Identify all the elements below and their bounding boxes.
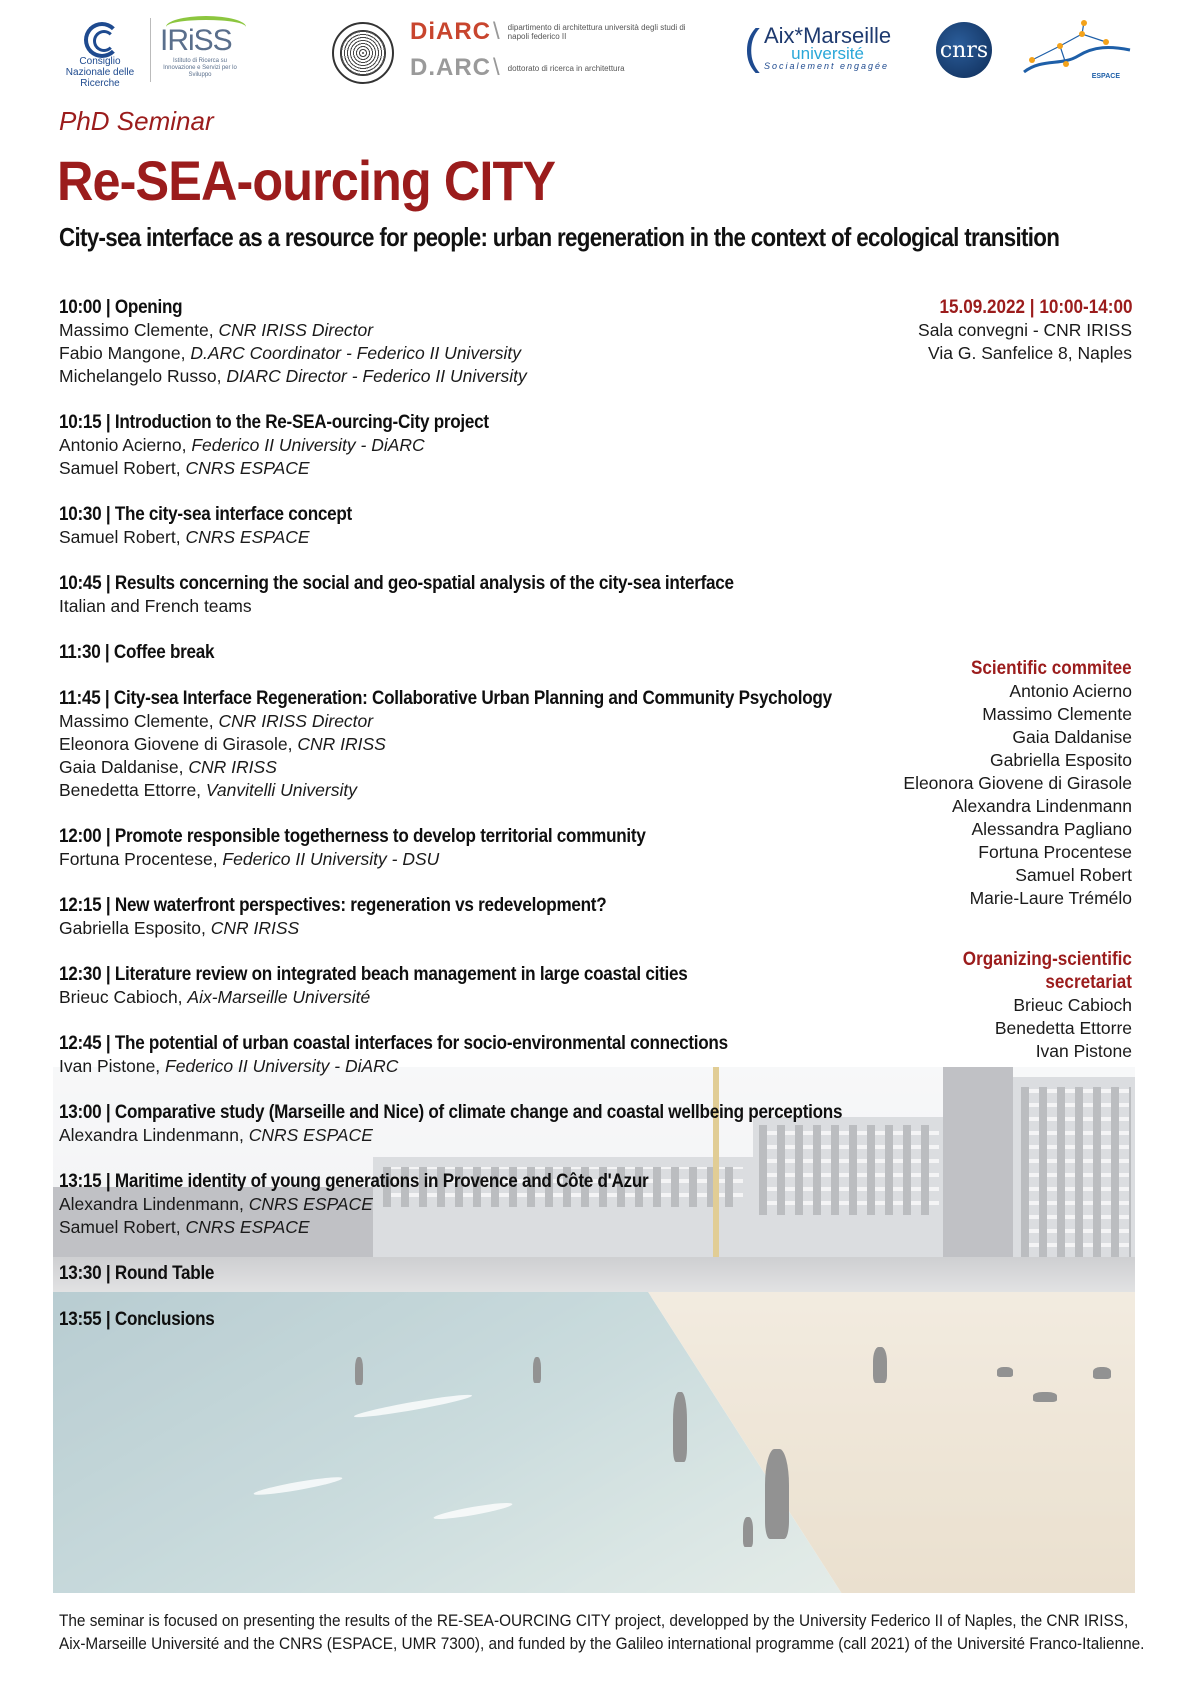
committee-member: Antonio Acierno [1009, 681, 1132, 701]
schedule-session [59, 296, 889, 388]
session-time-title: 12:00 | Promote responsible togetherness to develop territorial community [59, 826, 646, 847]
irss-logo [160, 24, 240, 79]
committee-member: Marie-Laure Trémélo [969, 888, 1132, 908]
schedule-session [59, 503, 889, 549]
irss-logo-mark: IRiSS [160, 24, 232, 57]
secretariat-member: Ivan Pistone [1035, 1041, 1132, 1061]
speaker-affiliation: Vanvitelli University [205, 780, 357, 800]
speaker-affiliation: DIARC Director - Federico II University [226, 366, 527, 386]
schedule-session [59, 411, 889, 480]
session-speaker [59, 848, 889, 871]
speaker-affiliation: CNRS ESPACE [248, 1194, 373, 1214]
committee-title: Scientific commitee [971, 658, 1132, 679]
session-time-title: 13:30 | Round Table [59, 1263, 215, 1284]
amu-bracket-icon: ( [744, 21, 760, 74]
committee-member: Gabriella Esposito [989, 750, 1132, 770]
session-speaker [59, 319, 889, 342]
schedule-session [59, 825, 889, 871]
event-venue: Sala convegni - CNR IRISS [918, 320, 1132, 340]
speaker-name: Samuel Robert, [59, 1217, 186, 1237]
secretariat-member: Brieuc Cabioch [1013, 995, 1132, 1015]
committee-member: Fortuna Procentese [978, 842, 1132, 862]
speaker-affiliation: CNRS ESPACE [185, 1217, 310, 1237]
speaker-affiliation: CNRS ESPACE [248, 1125, 373, 1145]
session-time-title: 11:45 | City-sea Interface Regeneration: Collaborative Urban Planning and Community Psychology [59, 688, 832, 709]
speaker-name: Eleonora Giovene di Girasole, [59, 734, 298, 754]
logo-bar [0, 18, 1190, 90]
schedule-session [59, 1032, 889, 1078]
session-speaker [59, 733, 889, 756]
speaker-name: Massimo Clemente, [59, 320, 219, 340]
cnrs-logo [936, 22, 992, 78]
session-time-title: 13:00 | Comparative study (Marseille and Nice) of climate change and coastal wellbeing perceptions [59, 1102, 843, 1123]
footer-line-1: The seminar is focused on presenting the results of the RE-SEA-OURCING CITY project, developped by the University Federico II of Naples, the CNR IRISS, [59, 1612, 1129, 1630]
speaker-name: Brieuc Cabioch, [59, 987, 188, 1007]
session-time-title: 12:45 | The potential of urban coastal interfaces for socio-environmental connections [59, 1033, 728, 1054]
speaker-name: Samuel Robert, [59, 458, 186, 478]
cnr-mark-icon [82, 20, 118, 54]
session-time-title: 12:15 | New waterfront perspectives: regeneration vs redevelopment? [59, 895, 607, 916]
speaker-affiliation: CNR IRISS Director [218, 320, 374, 340]
schedule-session [59, 1262, 889, 1285]
page-subtitle: City-sea interface as a resource for people: urban regeneration in the context of ecological transition [59, 222, 1060, 252]
espace-logo [1022, 20, 1132, 82]
session-speaker [59, 595, 889, 618]
speaker-affiliation: CNRS ESPACE [185, 458, 310, 478]
session-time-title: 10:15 | Introduction to the Re-SEA-ourcing-City project [59, 412, 489, 433]
session-speaker [59, 756, 889, 779]
amu-logo-univ: université [791, 44, 864, 63]
session-speaker [59, 526, 889, 549]
session-speaker [59, 710, 889, 733]
speaker-name: Gaia Daldanise, [59, 757, 189, 777]
cnr-logo-text: Consiglio Nazionale delle Ricerche [65, 56, 135, 89]
session-time-title: 10:30 | The city-sea interface concept [59, 504, 352, 525]
session-time-title: 12:30 | Literature review on integrated beach management in large coastal cities [59, 964, 688, 985]
darc-slash-icon: \ [493, 54, 500, 81]
secretariat-title-line1: Organizing-scientific [962, 949, 1132, 970]
speaker-name: Benedetta Ettorre, [59, 780, 206, 800]
committee-member: Eleonora Giovene di Girasole [903, 773, 1132, 793]
darc-logo [410, 54, 688, 82]
university-seal-icon [332, 22, 394, 84]
session-speaker [59, 1216, 889, 1239]
schedule-session [59, 963, 889, 1009]
session-speaker [59, 1124, 889, 1147]
committee-member: Samuel Robert [1015, 865, 1132, 885]
speaker-name: Ivan Pistone, [59, 1056, 166, 1076]
speaker-affiliation: CNRS ESPACE [185, 527, 310, 547]
program-schedule [59, 296, 889, 1354]
schedule-session [59, 687, 889, 802]
espace-logo-text: ESPACE [1091, 73, 1120, 80]
speaker-affiliation: CNR IRISS [210, 918, 300, 938]
unina-seal-logo [332, 22, 394, 84]
logo-divider [150, 18, 151, 82]
session-speaker [59, 365, 889, 388]
irss-swoosh-icon [166, 16, 246, 38]
session-time-title: 13:15 | Maritime identity of young generations in Provence and Côte d'Azur [59, 1171, 649, 1192]
session-time-title: 11:30 | Coffee break [59, 642, 215, 663]
speaker-affiliation: CNR IRISS Director [218, 711, 374, 731]
speaker-name: Michelangelo Russo, [59, 366, 227, 386]
event-date: 15.09.2022 | 10:00-14:00 [938, 297, 1132, 318]
session-speaker [59, 1055, 889, 1078]
speaker-name: Gabriella Esposito, [59, 918, 211, 938]
session-speaker [59, 1193, 889, 1216]
schedule-session [59, 1170, 889, 1239]
speaker-name: Samuel Robert, [59, 527, 186, 547]
cnrs-logo-mark: cnrs [936, 22, 992, 78]
espace-constellation-icon [1022, 20, 1132, 82]
speaker-affiliation: Aix-Marseille Université [187, 987, 371, 1007]
speaker-affiliation: CNR IRISS [188, 757, 277, 777]
page-title: Re-SEA-ourcing CITY [57, 149, 556, 212]
speaker-name: Alexandra Lindenmann, [59, 1125, 249, 1145]
committee-member: Alexandra Lindenmann [952, 796, 1132, 816]
speaker-name: Massimo Clemente, [59, 711, 219, 731]
session-speaker [59, 434, 889, 457]
diarc-slash-icon: \ [493, 18, 500, 45]
schedule-session [59, 572, 889, 618]
session-speaker [59, 342, 889, 365]
schedule-session [59, 894, 889, 940]
event-address: Via G. Sanfelice 8, Naples [928, 343, 1132, 363]
schedule-session [59, 641, 889, 664]
event-info [918, 296, 1132, 365]
amu-logo [744, 21, 892, 74]
diarc-logo [410, 18, 688, 46]
speaker-name: Antonio Acierno, [59, 435, 192, 455]
speaker-name: Alexandra Lindenmann, [59, 1194, 249, 1214]
darc-logo-text: dottorato di ricerca in architettura [507, 63, 625, 73]
session-speaker [59, 986, 889, 1009]
speaker-affiliation: Federico II University - DiARC [165, 1056, 399, 1076]
session-speaker [59, 917, 889, 940]
secretariat-member: Benedetta Ettorre [994, 1018, 1132, 1038]
session-speaker [59, 457, 889, 480]
committee-member: Massimo Clemente [982, 704, 1132, 724]
speaker-affiliation: D.ARC Coordinator - Federico II University [190, 343, 521, 363]
speaker-name: Italian and French teams [59, 596, 252, 616]
darc-logo-mark: D.ARC [410, 54, 491, 81]
speaker-affiliation: Federico II University - DiARC [191, 435, 425, 455]
speaker-affiliation: Federico II University - DSU [222, 849, 440, 869]
amu-logo-tagline: Socialement engagée [763, 61, 890, 71]
speaker-affiliation: CNR IRISS [297, 734, 386, 754]
session-time-title: 10:45 | Results concerning the social and geo-spatial analysis of the city-sea interface [59, 573, 734, 594]
secretariat-title-line2: secretariat [1045, 972, 1132, 993]
scientific-committee [903, 657, 1132, 910]
diarc-logo-text: dipartimento di architettura università degli studi di napoli federico II [507, 23, 686, 41]
speaker-name: Fortuna Procentese, [59, 849, 223, 869]
diarc-logo-mark: DiARC [410, 18, 491, 45]
organizing-secretariat [944, 948, 1132, 1063]
amu-logo-main: Aix*Marseille [763, 23, 892, 48]
cnr-logo [58, 20, 142, 89]
session-speaker [59, 779, 889, 802]
irss-logo-text: Istituto di Ricerca su Innovazione e Servizi per lo Sviluppo [163, 58, 237, 78]
session-time-title: 10:00 | Opening [59, 297, 183, 318]
schedule-session [59, 1101, 889, 1147]
session-time-title: 13:55 | Conclusions [59, 1309, 215, 1330]
footer-line-2: Aix-Marseille Université and the CNRS (ESPACE, UMR 7300), and funded by the Galileo international programme (call 2021) of the Université Franco-Italienne. [59, 1635, 1145, 1653]
footer-note [59, 1610, 1145, 1656]
seminar-kicker: PhD Seminar [59, 106, 214, 136]
committee-member: Gaia Daldanise [1012, 727, 1132, 747]
schedule-session [59, 1308, 889, 1331]
speaker-name: Fabio Mangone, [59, 343, 191, 363]
committee-member: Alessandra Pagliano [971, 819, 1132, 839]
